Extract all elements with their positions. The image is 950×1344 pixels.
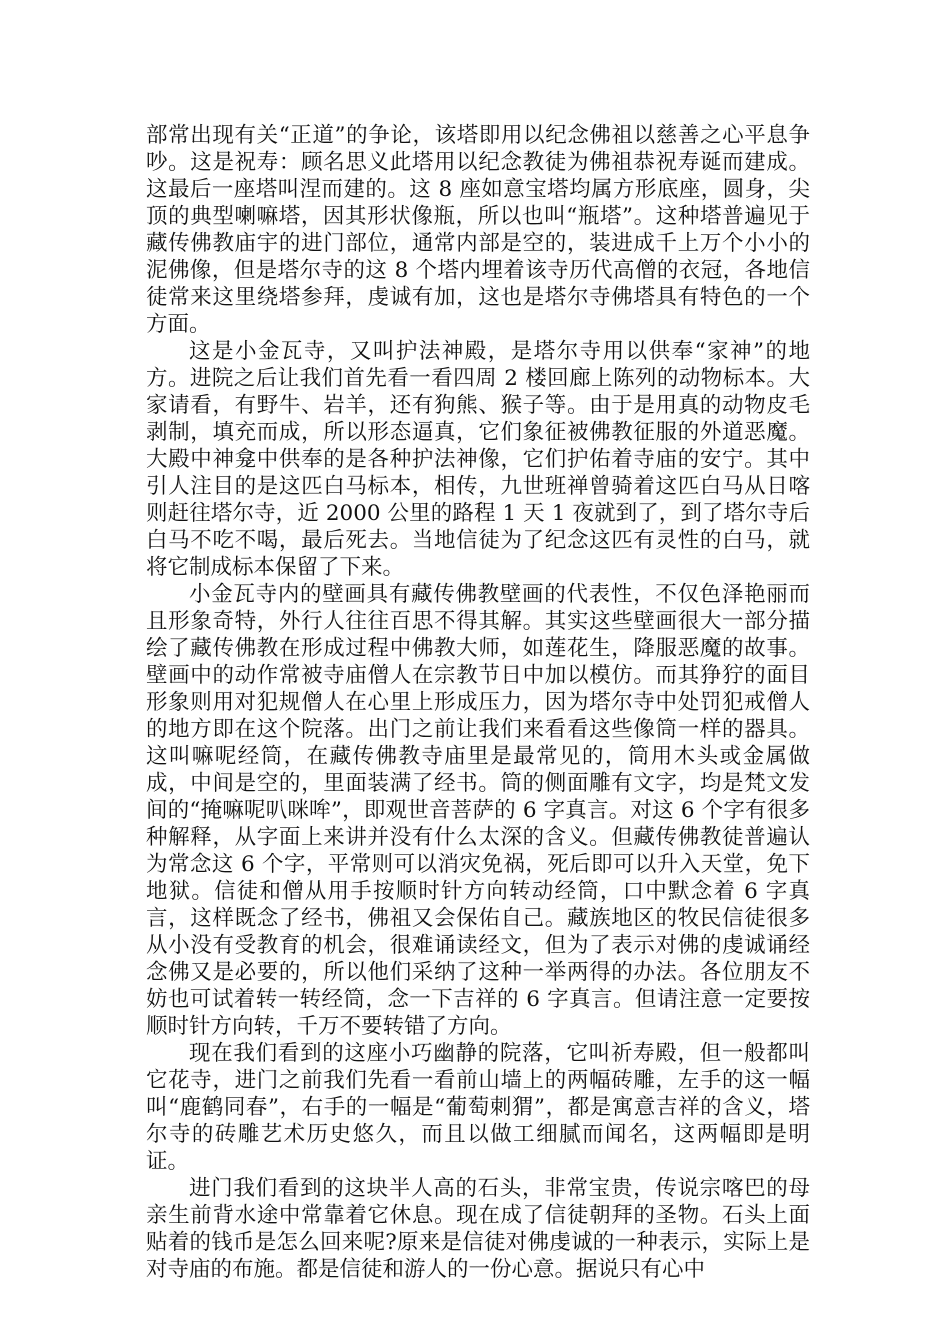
paragraph-sacred-stone: 进门我们看到的这块半人高的石头，非常宝贵，传说宗喀巴的母亲生前背水途中常靠着它休息。现在成了信徒朝拜的圣物。石头上面贴着的钱币是怎么回来呢?原来是信徒对佛虔诚的一种表示，实际上是对寺庙的布施。都是信徒和游人的一份心意。据说只有心中 (146, 1176, 810, 1282)
paragraph-murals-prayer-wheels: 小金瓦寺内的壁画具有藏传佛教壁画的代表性，不仅色泽艳丽而且形象奇特，外行人往往百思不得其解。其实这些壁画很大一部分描绘了藏传佛教在形成过程中佛教大师，如莲花生，降服恶魔的故事。壁画中的动作常被寺庙僧人在宗教节日中加以模仿。而其狰狞的面目形象则用对犯规僧人在心里上形成压力，因为塔尔寺中处罚犯戒僧人的地方即在这个院落。出门之前让我们来看看这些像筒一样的器具。这叫嘛呢经筒，在藏传佛教寺庙里是最常见的，筒用木头或金属做成，中间是空的，里面装满了经书。筒的侧面雕有文字，均是梵文发间的“掩嘛呢叭咪哞”，即观世音菩萨的 6 字真言。对这 6 个字有很多种解释，从字面上来讲并没有什么太深的含义。但藏传佛教徒普遍认为常念这 6 个字，平常则可以消灾免祸，死后即可以升入天堂，免下地狱。信徒和僧从用手按顺时针方向转动经筒，口中默念着 6 字真言，这样既念了经书，佛祖又会保佑自己。藏族地区的牧民信徒很多从小没有受教育的机会，很难诵读经文，但为了表示对佛的虔诚诵经念佛又是必要的，所以他们采纳了这种一举两得的办法。各位朋友不妨也可试着转一转经筒，念一下吉祥的 6 字真言。但请注意一定要按顺时针方向转，千万不要转错了方向。 (146, 582, 810, 1039)
body-text (146, 122, 810, 1283)
paragraph-longevity-hall: 现在我们看到的这座小巧幽静的院落，它叫祈寿殿，但一般都叫它花寺，进门之前我们先看一看前山墙上的两幅砖雕，左手的这一幅叫“鹿鹤同春”，右手的一幅是“葡萄刺猬”，都是寓意吉祥的含义，塔尔寺的砖雕艺术历史悠久，而且以做工细腻而闻名，这两幅即是明证。 (146, 1041, 810, 1174)
paragraph-pagoda-continuation: 部常出现有关“正道”的争论，该塔即用以纪念佛祖以慈善之心平息争吵。这是祝寿：顾名思义此塔用以纪念教徒为佛祖恭祝寿诞而建成。这最后一座塔叫涅而建的。这 8 座如意宝塔均属方形底座，圆身，尖顶的典型喇嘛塔，因其形状像瓶，所以也叫“瓶塔”。这种塔普遍见于藏传佛教庙宇的进门部位，通常内部是空的，装进成千上万个小小的泥佛像，但是塔尔寺的这 8 个塔内埋着该寺历代高僧的衣冠，各地信徒常来这里绕塔参拜，虔诚有加，这也是塔尔寺佛塔具有特色的一个方面。 (146, 123, 810, 337)
paragraph-small-golden-tile-temple: 这是小金瓦寺，又叫护法神殿，是塔尔寺用以供奉“家神”的地方。进院之后让我们首先看一看四周 2 楼回廊上陈列的动物标本。大家请看，有野牛、岩羊，还有狗熊、猴子等。由于是用真的动物皮毛剥制，填充而成，所以形态逼真，它们象征被佛教征服的外道恶魔。大殿中神龛中供奉的是各种护法神像，它们护佑着寺庙的安宁。其中引人注目的是这匹白马标本，相传，九世班禅曾骑着这匹白马从日喀则赶往塔尔寺，近 2000 公里的路程 1 天 1 夜就到了，到了塔尔寺后白马不吃不喝，最后死去。当地信徒为了纪念这匹有灵性的白马，就将它制成标本保留了下来。 (146, 339, 810, 580)
